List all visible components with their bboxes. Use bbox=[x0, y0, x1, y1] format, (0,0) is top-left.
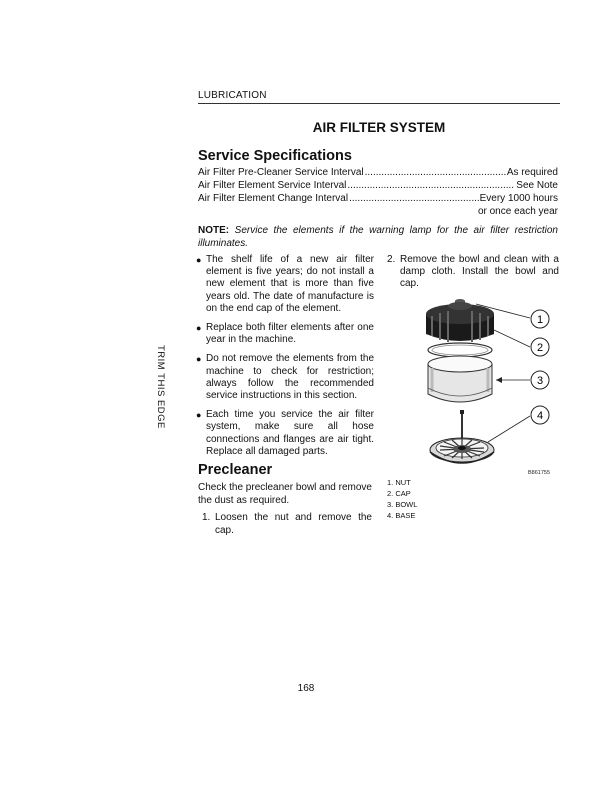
spec-row bbox=[198, 166, 558, 179]
step-2 bbox=[387, 254, 559, 291]
callout-1 bbox=[531, 310, 549, 328]
dot-leader bbox=[365, 166, 506, 179]
header-rule bbox=[198, 103, 560, 104]
spec-label: Air Filter Element Service Interval bbox=[198, 180, 347, 191]
step-text: Loosen the nut and remove the cap. bbox=[215, 512, 372, 536]
figure-code: B861755 bbox=[528, 470, 551, 476]
dot-leader bbox=[349, 192, 479, 205]
spec-row bbox=[198, 179, 558, 192]
spec-row bbox=[198, 192, 558, 205]
dot-leader bbox=[347, 179, 515, 192]
cap-illustration bbox=[426, 299, 494, 342]
svg-text:2: 2 bbox=[536, 342, 544, 354]
callout-3 bbox=[531, 371, 549, 389]
section-header: LUBRICATION bbox=[198, 90, 267, 101]
service-specs-heading: Service Specifications bbox=[198, 148, 352, 164]
spec-value-continuation: or once each year bbox=[477, 206, 558, 217]
page-title: AIR FILTER SYSTEM bbox=[312, 120, 446, 135]
list-item bbox=[196, 409, 374, 458]
bullet-list bbox=[196, 254, 374, 465]
air-filter-figure bbox=[418, 292, 568, 482]
legend-item: 3. BOWL bbox=[387, 500, 418, 509]
precleaner-heading: Precleaner bbox=[198, 462, 273, 478]
bullet-text: The shelf life of a new air filter element is five years; do not install a new element that is more than five years old. The date of manufacture is on the end cap of the element. bbox=[206, 254, 374, 314]
list-item bbox=[196, 353, 374, 402]
precleaner-text: Check the precleaner bowl and remove the dust as required. bbox=[198, 482, 372, 506]
spec-value: Every 1000 hours bbox=[479, 193, 558, 204]
bullet-icon: ● bbox=[196, 255, 202, 265]
note-label: NOTE: bbox=[198, 225, 230, 236]
bullet-text: Replace both filter elements after one year in the machine. bbox=[206, 322, 374, 346]
page-number: 168 bbox=[297, 683, 315, 694]
step-text: Remove the bowl and clean with a damp cloth. Install the bowl and cap. bbox=[400, 254, 559, 290]
legend-item: 2. CAP bbox=[387, 489, 411, 498]
figure-legend bbox=[387, 477, 417, 521]
svg-text:1: 1 bbox=[536, 314, 544, 326]
legend-item: 1. NUT bbox=[387, 478, 411, 487]
step-number: 1. bbox=[202, 512, 211, 523]
note-text: Service the elements if the warning lamp for the air filter restriction illuminates. bbox=[198, 225, 558, 249]
precleaner-step-1 bbox=[202, 512, 372, 537]
legend-item: 4. BASE bbox=[387, 511, 416, 520]
base-illustration bbox=[430, 410, 494, 463]
bullet-icon: ● bbox=[196, 410, 202, 421]
bullet-icon: ● bbox=[196, 323, 202, 334]
callout-4 bbox=[531, 406, 549, 424]
svg-text:4: 4 bbox=[536, 410, 544, 422]
bullet-text: Do not remove the elements from the machine to check for restriction; always follow the recommended service instructions in this section. bbox=[206, 353, 374, 402]
step-number: 2. bbox=[387, 254, 396, 265]
service-specs-list bbox=[198, 166, 558, 218]
bowl-illustration bbox=[428, 356, 492, 402]
spec-label: Air Filter Pre-Cleaner Service Interval bbox=[198, 167, 364, 178]
trim-edge-text: TRIM THIS EDGE bbox=[155, 345, 166, 429]
list-item bbox=[196, 322, 374, 346]
list-item bbox=[196, 254, 374, 315]
callout-2 bbox=[531, 338, 549, 356]
spec-value: As required bbox=[506, 167, 558, 178]
note bbox=[198, 225, 558, 250]
svg-text:3: 3 bbox=[536, 375, 544, 387]
spec-value: See Note bbox=[516, 180, 558, 191]
bullet-icon: ● bbox=[196, 354, 202, 365]
spec-label: Air Filter Element Change Interval bbox=[198, 193, 349, 204]
bullet-text: Each time you service the air filter system, make sure all hose connections and flanges are air tight. Replace all damaged parts. bbox=[206, 409, 374, 457]
trim-edge-label bbox=[152, 345, 166, 435]
